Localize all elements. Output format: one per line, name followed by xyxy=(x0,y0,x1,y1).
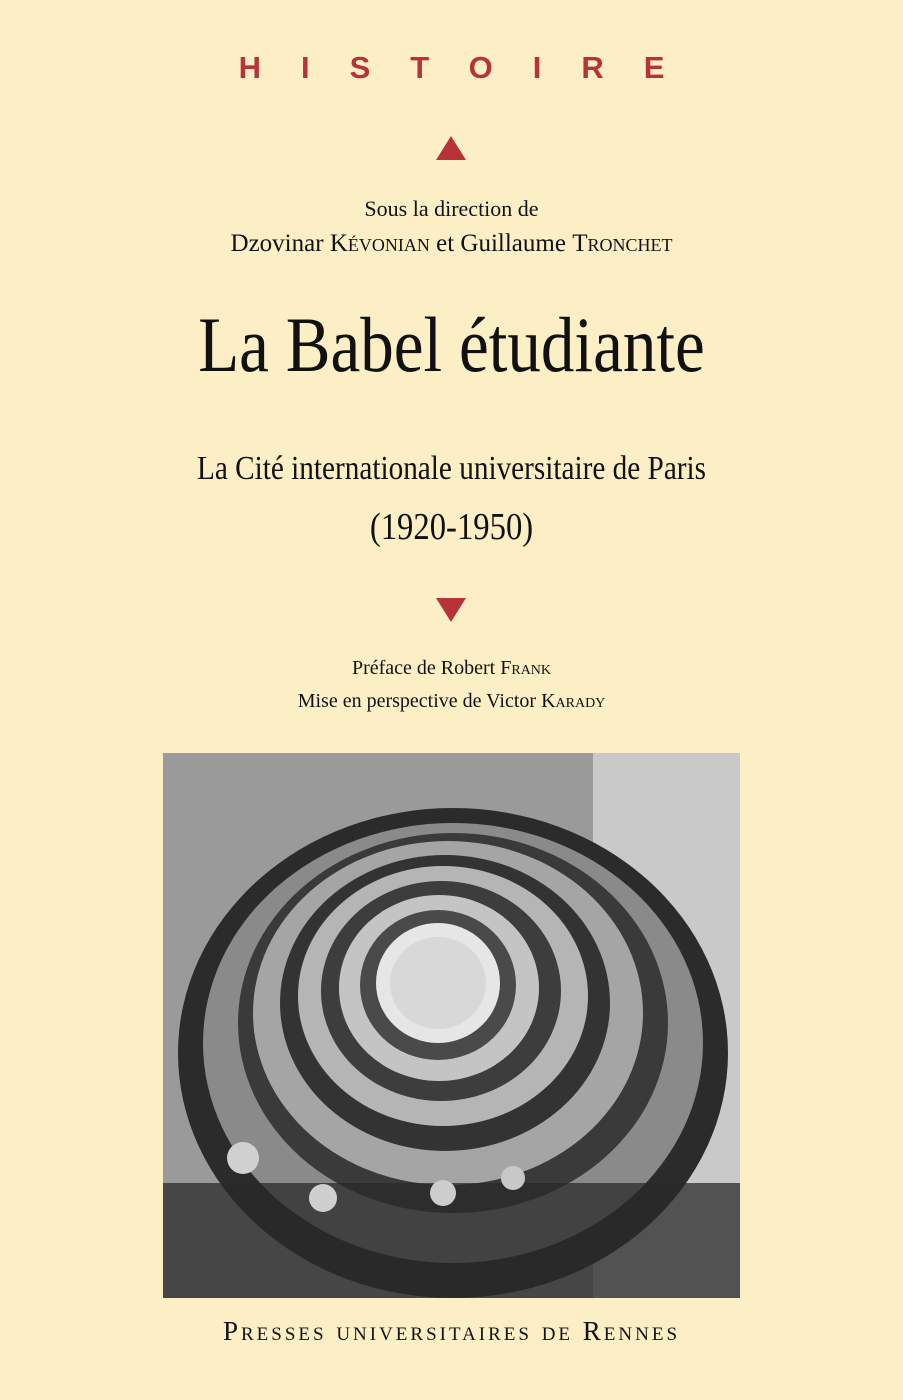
perspective-credit xyxy=(0,690,903,713)
cover-photo xyxy=(163,753,740,1298)
spiral-staircase-photo xyxy=(163,753,740,1298)
book-subtitle: La Cité internationale universitaire de Paris xyxy=(196,450,707,487)
publisher-name: Presses universitaires de Rennes xyxy=(222,1316,681,1346)
editor2-last: Tronchet xyxy=(572,230,673,257)
direction-label: Sous la direction de xyxy=(364,196,539,221)
collection-label: HISTOIRE xyxy=(238,50,705,85)
preface-credit xyxy=(0,657,903,680)
editors xyxy=(0,230,903,258)
perspective-name: Karady xyxy=(541,690,606,712)
editors-conjunction: et xyxy=(436,230,455,257)
triangle-up-icon xyxy=(436,136,466,160)
editor2-first: Guillaume xyxy=(460,230,566,257)
editor1-first: Dzovinar xyxy=(230,230,324,257)
book-dates: (1920-1950) xyxy=(369,506,534,548)
preface-name: Frank xyxy=(500,657,552,679)
perspective-prefix: Mise en perspective de Victor xyxy=(297,690,537,712)
preface-prefix: Préface de Robert xyxy=(351,657,496,679)
triangle-down-icon xyxy=(436,598,466,622)
book-title: La Babel étudiante xyxy=(198,301,705,388)
editor1-last: Kévonian xyxy=(329,230,430,257)
